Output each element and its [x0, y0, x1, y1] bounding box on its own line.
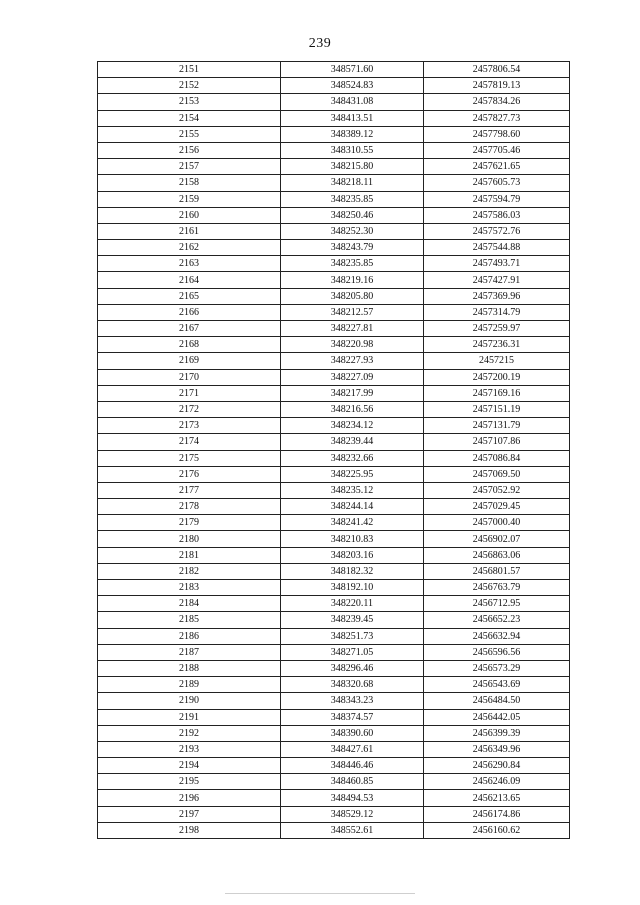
- x-coordinate-cell: 348235.12: [281, 482, 424, 498]
- y-coordinate-cell: 2457798.60: [424, 126, 570, 142]
- y-coordinate-cell: 2457586.03: [424, 207, 570, 223]
- y-coordinate-cell: 2457605.73: [424, 175, 570, 191]
- point-number-cell: 2153: [98, 94, 281, 110]
- x-coordinate-cell: 348220.11: [281, 596, 424, 612]
- table-row: [98, 175, 570, 191]
- x-coordinate-cell: 348234.12: [281, 418, 424, 434]
- x-coordinate-cell: 348192.10: [281, 580, 424, 596]
- point-number-cell: 2165: [98, 288, 281, 304]
- point-number-cell: 2177: [98, 482, 281, 498]
- y-coordinate-cell: 2456712.95: [424, 596, 570, 612]
- x-coordinate-cell: 348239.45: [281, 612, 424, 628]
- x-coordinate-cell: 348427.61: [281, 741, 424, 757]
- table-row: [98, 628, 570, 644]
- y-coordinate-cell: 2456863.06: [424, 547, 570, 563]
- point-number-cell: 2196: [98, 790, 281, 806]
- x-coordinate-cell: 348235.85: [281, 256, 424, 272]
- table-row: [98, 321, 570, 337]
- point-number-cell: 2195: [98, 774, 281, 790]
- y-coordinate-cell: 2457236.31: [424, 337, 570, 353]
- table-row: [98, 725, 570, 741]
- x-coordinate-cell: 348251.73: [281, 628, 424, 644]
- table-row: [98, 159, 570, 175]
- y-coordinate-cell: 2457314.79: [424, 304, 570, 320]
- x-coordinate-cell: 348205.80: [281, 288, 424, 304]
- table-row: [98, 612, 570, 628]
- table-row: [98, 741, 570, 757]
- y-coordinate-cell: 2456246.09: [424, 774, 570, 790]
- bottom-rule: [225, 893, 415, 894]
- table-row: [98, 418, 570, 434]
- point-number-cell: 2184: [98, 596, 281, 612]
- x-coordinate-cell: 348494.53: [281, 790, 424, 806]
- table-row: [98, 709, 570, 725]
- point-number-cell: 2156: [98, 142, 281, 158]
- table-row: [98, 288, 570, 304]
- y-coordinate-cell: 2457827.73: [424, 110, 570, 126]
- point-number-cell: 2152: [98, 78, 281, 94]
- point-number-cell: 2166: [98, 304, 281, 320]
- x-coordinate-cell: 348524.83: [281, 78, 424, 94]
- table-row: [98, 256, 570, 272]
- point-number-cell: 2198: [98, 822, 281, 838]
- y-coordinate-cell: 2456596.56: [424, 644, 570, 660]
- y-coordinate-cell: 2457493.71: [424, 256, 570, 272]
- x-coordinate-cell: 348235.85: [281, 191, 424, 207]
- table-row: [98, 660, 570, 676]
- point-number-cell: 2154: [98, 110, 281, 126]
- table-row: [98, 401, 570, 417]
- y-coordinate-cell: 2456160.62: [424, 822, 570, 838]
- table-row: [98, 369, 570, 385]
- point-number-cell: 2197: [98, 806, 281, 822]
- point-number-cell: 2160: [98, 207, 281, 223]
- y-coordinate-cell: 2456543.69: [424, 677, 570, 693]
- point-number-cell: 2171: [98, 385, 281, 401]
- table-row: [98, 822, 570, 838]
- y-coordinate-cell: 2457151.19: [424, 401, 570, 417]
- y-coordinate-cell: 2456763.79: [424, 580, 570, 596]
- point-number-cell: 2183: [98, 580, 281, 596]
- y-coordinate-cell: 2456484.50: [424, 693, 570, 709]
- point-number-cell: 2193: [98, 741, 281, 757]
- y-coordinate-cell: 2456573.29: [424, 660, 570, 676]
- x-coordinate-cell: 348252.30: [281, 223, 424, 239]
- y-coordinate-cell: 2456902.07: [424, 531, 570, 547]
- y-coordinate-cell: 2457131.79: [424, 418, 570, 434]
- point-number-cell: 2175: [98, 450, 281, 466]
- y-coordinate-cell: 2457427.91: [424, 272, 570, 288]
- coordinates-table: [97, 61, 570, 839]
- x-coordinate-cell: 348227.93: [281, 353, 424, 369]
- table-row: [98, 223, 570, 239]
- y-coordinate-cell: 2457200.19: [424, 369, 570, 385]
- x-coordinate-cell: 348227.09: [281, 369, 424, 385]
- x-coordinate-cell: 348390.60: [281, 725, 424, 741]
- y-coordinate-cell: 2456213.65: [424, 790, 570, 806]
- table-row: [98, 78, 570, 94]
- point-number-cell: 2192: [98, 725, 281, 741]
- point-number-cell: 2186: [98, 628, 281, 644]
- x-coordinate-cell: 348215.80: [281, 159, 424, 175]
- point-number-cell: 2167: [98, 321, 281, 337]
- point-number-cell: 2182: [98, 563, 281, 579]
- point-number-cell: 2194: [98, 758, 281, 774]
- table-row: [98, 191, 570, 207]
- y-coordinate-cell: 2457819.13: [424, 78, 570, 94]
- y-coordinate-cell: 2457369.96: [424, 288, 570, 304]
- y-coordinate-cell: 2457215: [424, 353, 570, 369]
- x-coordinate-cell: 348182.32: [281, 563, 424, 579]
- point-number-cell: 2190: [98, 693, 281, 709]
- point-number-cell: 2168: [98, 337, 281, 353]
- point-number-cell: 2179: [98, 515, 281, 531]
- x-coordinate-cell: 348296.46: [281, 660, 424, 676]
- table-row: [98, 450, 570, 466]
- table-row: [98, 790, 570, 806]
- y-coordinate-cell: 2457572.76: [424, 223, 570, 239]
- y-coordinate-cell: 2456632.94: [424, 628, 570, 644]
- x-coordinate-cell: 348374.57: [281, 709, 424, 725]
- point-number-cell: 2188: [98, 660, 281, 676]
- point-number-cell: 2169: [98, 353, 281, 369]
- table-row: [98, 385, 570, 401]
- point-number-cell: 2174: [98, 434, 281, 450]
- y-coordinate-cell: 2457052.92: [424, 482, 570, 498]
- x-coordinate-cell: 348552.61: [281, 822, 424, 838]
- x-coordinate-cell: 348460.85: [281, 774, 424, 790]
- table-row: [98, 126, 570, 142]
- x-coordinate-cell: 348239.44: [281, 434, 424, 450]
- table-row: [98, 240, 570, 256]
- y-coordinate-cell: 2456801.57: [424, 563, 570, 579]
- x-coordinate-cell: 348219.16: [281, 272, 424, 288]
- table-row: [98, 644, 570, 660]
- point-number-cell: 2151: [98, 62, 281, 78]
- point-number-cell: 2164: [98, 272, 281, 288]
- table-row: [98, 677, 570, 693]
- table-row: [98, 142, 570, 158]
- table-row: [98, 94, 570, 110]
- x-coordinate-cell: 348250.46: [281, 207, 424, 223]
- point-number-cell: 2163: [98, 256, 281, 272]
- x-coordinate-cell: 348271.05: [281, 644, 424, 660]
- y-coordinate-cell: 2456290.84: [424, 758, 570, 774]
- table-row: [98, 580, 570, 596]
- x-coordinate-cell: 348310.55: [281, 142, 424, 158]
- point-number-cell: 2159: [98, 191, 281, 207]
- coordinates-table-body: [98, 62, 570, 839]
- x-coordinate-cell: 348232.66: [281, 450, 424, 466]
- x-coordinate-cell: 348241.42: [281, 515, 424, 531]
- table-row: [98, 207, 570, 223]
- x-coordinate-cell: 348220.98: [281, 337, 424, 353]
- table-row: [98, 466, 570, 482]
- point-number-cell: 2158: [98, 175, 281, 191]
- table-row: [98, 774, 570, 790]
- y-coordinate-cell: 2457029.45: [424, 499, 570, 515]
- table-row: [98, 434, 570, 450]
- x-coordinate-cell: 348218.11: [281, 175, 424, 191]
- point-number-cell: 2189: [98, 677, 281, 693]
- table-row: [98, 758, 570, 774]
- x-coordinate-cell: 348320.68: [281, 677, 424, 693]
- x-coordinate-cell: 348203.16: [281, 547, 424, 563]
- table-row: [98, 337, 570, 353]
- table-row: [98, 304, 570, 320]
- y-coordinate-cell: 2457169.16: [424, 385, 570, 401]
- page-number: 239: [308, 36, 332, 51]
- x-coordinate-cell: 348216.56: [281, 401, 424, 417]
- point-number-cell: 2176: [98, 466, 281, 482]
- x-coordinate-cell: 348243.79: [281, 240, 424, 256]
- x-coordinate-cell: 348446.46: [281, 758, 424, 774]
- point-number-cell: 2180: [98, 531, 281, 547]
- x-coordinate-cell: 348431.08: [281, 94, 424, 110]
- x-coordinate-cell: 348343.23: [281, 693, 424, 709]
- x-coordinate-cell: 348529.12: [281, 806, 424, 822]
- y-coordinate-cell: 2456442.05: [424, 709, 570, 725]
- point-number-cell: 2173: [98, 418, 281, 434]
- x-coordinate-cell: 348217.99: [281, 385, 424, 401]
- point-number-cell: 2185: [98, 612, 281, 628]
- point-number-cell: 2155: [98, 126, 281, 142]
- y-coordinate-cell: 2457086.84: [424, 450, 570, 466]
- point-number-cell: 2178: [98, 499, 281, 515]
- y-coordinate-cell: 2456174.86: [424, 806, 570, 822]
- x-coordinate-cell: 348227.81: [281, 321, 424, 337]
- point-number-cell: 2161: [98, 223, 281, 239]
- table-row: [98, 515, 570, 531]
- y-coordinate-cell: 2457705.46: [424, 142, 570, 158]
- y-coordinate-cell: 2456349.96: [424, 741, 570, 757]
- table-row: [98, 531, 570, 547]
- y-coordinate-cell: 2456399.39: [424, 725, 570, 741]
- y-coordinate-cell: 2456652.23: [424, 612, 570, 628]
- x-coordinate-cell: 348212.57: [281, 304, 424, 320]
- y-coordinate-cell: 2457107.86: [424, 434, 570, 450]
- table-row: [98, 110, 570, 126]
- table-row: [98, 62, 570, 78]
- y-coordinate-cell: 2457621.65: [424, 159, 570, 175]
- point-number-cell: 2170: [98, 369, 281, 385]
- x-coordinate-cell: 348389.12: [281, 126, 424, 142]
- table-row: [98, 482, 570, 498]
- point-number-cell: 2162: [98, 240, 281, 256]
- x-coordinate-cell: 348571.60: [281, 62, 424, 78]
- y-coordinate-cell: 2457000.40: [424, 515, 570, 531]
- point-number-cell: 2172: [98, 401, 281, 417]
- y-coordinate-cell: 2457069.50: [424, 466, 570, 482]
- table-row: [98, 499, 570, 515]
- table-row: [98, 596, 570, 612]
- y-coordinate-cell: 2457594.79: [424, 191, 570, 207]
- point-number-cell: 2157: [98, 159, 281, 175]
- table-row: [98, 272, 570, 288]
- point-number-cell: 2191: [98, 709, 281, 725]
- y-coordinate-cell: 2457806.54: [424, 62, 570, 78]
- table-row: [98, 563, 570, 579]
- table-row: [98, 693, 570, 709]
- x-coordinate-cell: 348413.51: [281, 110, 424, 126]
- table-row: [98, 806, 570, 822]
- table-row: [98, 353, 570, 369]
- point-number-cell: 2181: [98, 547, 281, 563]
- y-coordinate-cell: 2457259.97: [424, 321, 570, 337]
- x-coordinate-cell: 348244.14: [281, 499, 424, 515]
- y-coordinate-cell: 2457834.26: [424, 94, 570, 110]
- table-row: [98, 547, 570, 563]
- x-coordinate-cell: 348225.95: [281, 466, 424, 482]
- point-number-cell: 2187: [98, 644, 281, 660]
- x-coordinate-cell: 348210.83: [281, 531, 424, 547]
- y-coordinate-cell: 2457544.88: [424, 240, 570, 256]
